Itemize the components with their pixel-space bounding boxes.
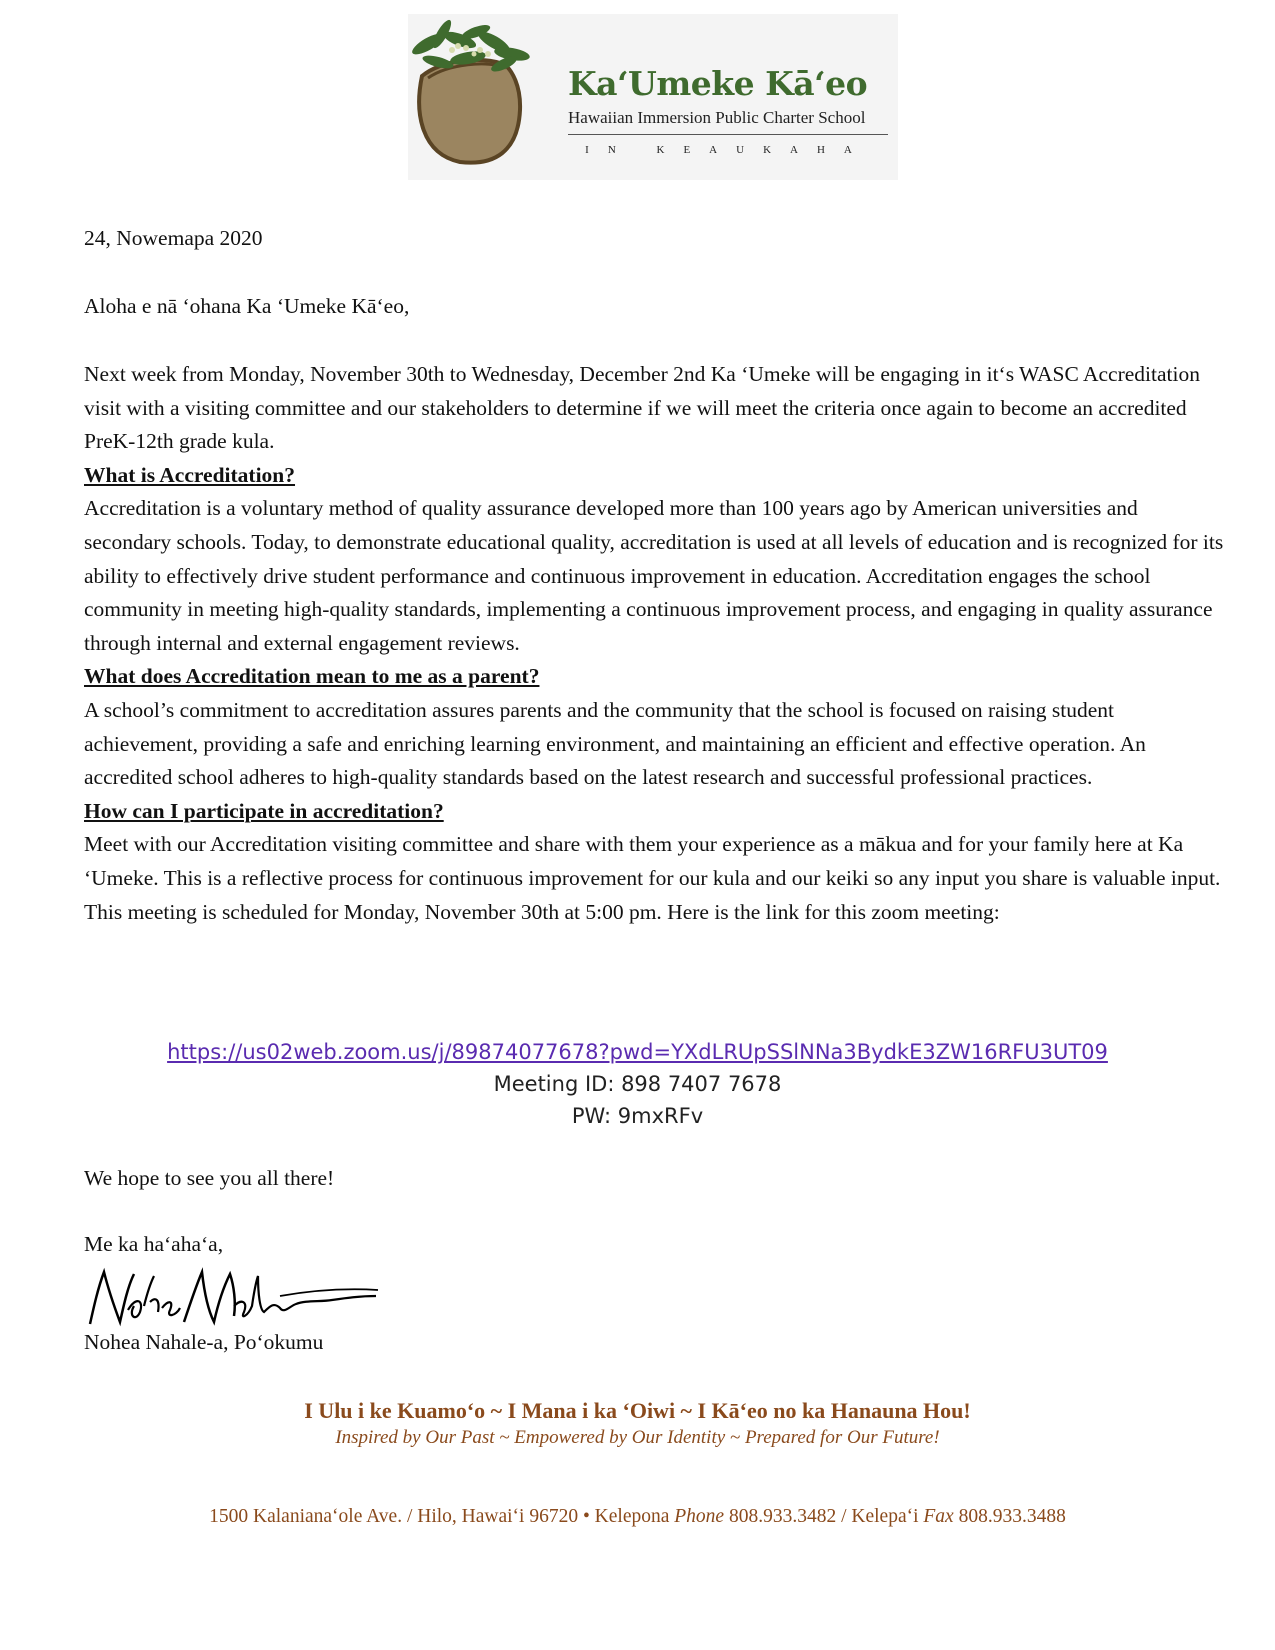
phone-number: 808.933.3482 / Kelepa‘i [724,1506,924,1527]
section-heading: How can I participate in accreditation? [84,798,444,823]
closing-line: We hope to see you all there! [84,1166,335,1190]
zoom-meeting-info [0,1036,1275,1132]
intro-paragraph: Next week from Monday, November 30th to Wednesday, December 2nd Ka ʻUmeke will be engaging in itʻs WASC Accreditation visit with a visiting committee and our stakeholders to determine if we will meet the criteria once again to become an accredited PreK-12th grade kula. [84,362,1200,454]
section-heading: What is Accreditation? [84,462,296,487]
school-location: IN KEAUKAHA [585,144,871,156]
letter-content [84,358,1224,929]
letter-date: 24, Nowemapa 2020 [84,226,263,250]
fax-number: 808.933.3488 [953,1506,1066,1527]
school-subtitle: Hawaiian Immersion Public Charter School [568,108,866,127]
school-name: Ka‘Umeke Kā‘eo [568,64,868,103]
address-line: 1500 Kalanianaʻole Ave. / Hilo, Hawai‘i 96720 • Kelepona [209,1506,675,1527]
fax-label: Fax [923,1506,954,1527]
school-logo [408,14,898,180]
logo-divider [568,134,888,135]
meeting-id: Meeting ID: 898 7407 7678 [493,1072,782,1096]
meeting-password: PW: 9mxRFv [571,1104,704,1128]
umeke-bowl-icon [408,14,568,180]
school-address [0,1506,1275,1528]
zoom-link[interactable]: https://us02web.zoom.us/j/89874077678?pwd=YXdLRUpSSlNNa3BydkE3ZW16RFU3UT09 [167,1040,1108,1064]
section-heading: What does Accreditation mean to me as a parent? [84,664,540,689]
section-body: Accreditation is a voluntary method of quality assurance developed more than 100 years ago by American universities and secondary schools. Today, to demonstrate educational quality, accreditation is used at all levels of education and is recognized for its ability to effectively drive student performance and continuous improvement in education. Accreditation engages the school community in meeting high-quality standards, implementing a continuous improvement process, and engaging in quality assurance through internal and external engagement reviews. [84,496,1224,655]
school-motto-english: Inspired by Our Past ~ Empowered by Our Identity ~ Prepared for Our Future! [335,1427,940,1448]
section-body: Meet with our Accreditation visiting committee and share with them your experience as a mākua and for your family here at Ka ʻUmeke. This is a reflective process for continuous improvement for our kula and our keiki so any input you share is valuable input. This meeting is scheduled for Monday, November 30th at 5:00 pm. Here is the link for this zoom meeting: [84,832,1221,924]
section-body: A school’s commitment to accreditation assures parents and the community that the school is focused on raising student achievement, providing a safe and enriching learning environment, and maintaining an efficient and effective operation. An accredited school adheres to high-quality standards based on the latest research and successful professional practices. [84,697,1146,790]
phone-label: Phone [674,1506,725,1527]
signer-name: Nohea Nahale-a, Poʻokumu [84,1330,324,1354]
handwritten-signature [84,1266,384,1330]
sign-off: Me ka haʻahaʻa, [84,1232,224,1256]
letter-greeting: Aloha e nā ʻohana Ka ʻUmeke Kāʻeo, [84,294,410,318]
school-motto: I Ulu i ke Kuamo‘o ~ I Mana i ka ‘Oiwi ~ I Kā‘eo no ka Hanauna Hou! [304,1398,971,1423]
